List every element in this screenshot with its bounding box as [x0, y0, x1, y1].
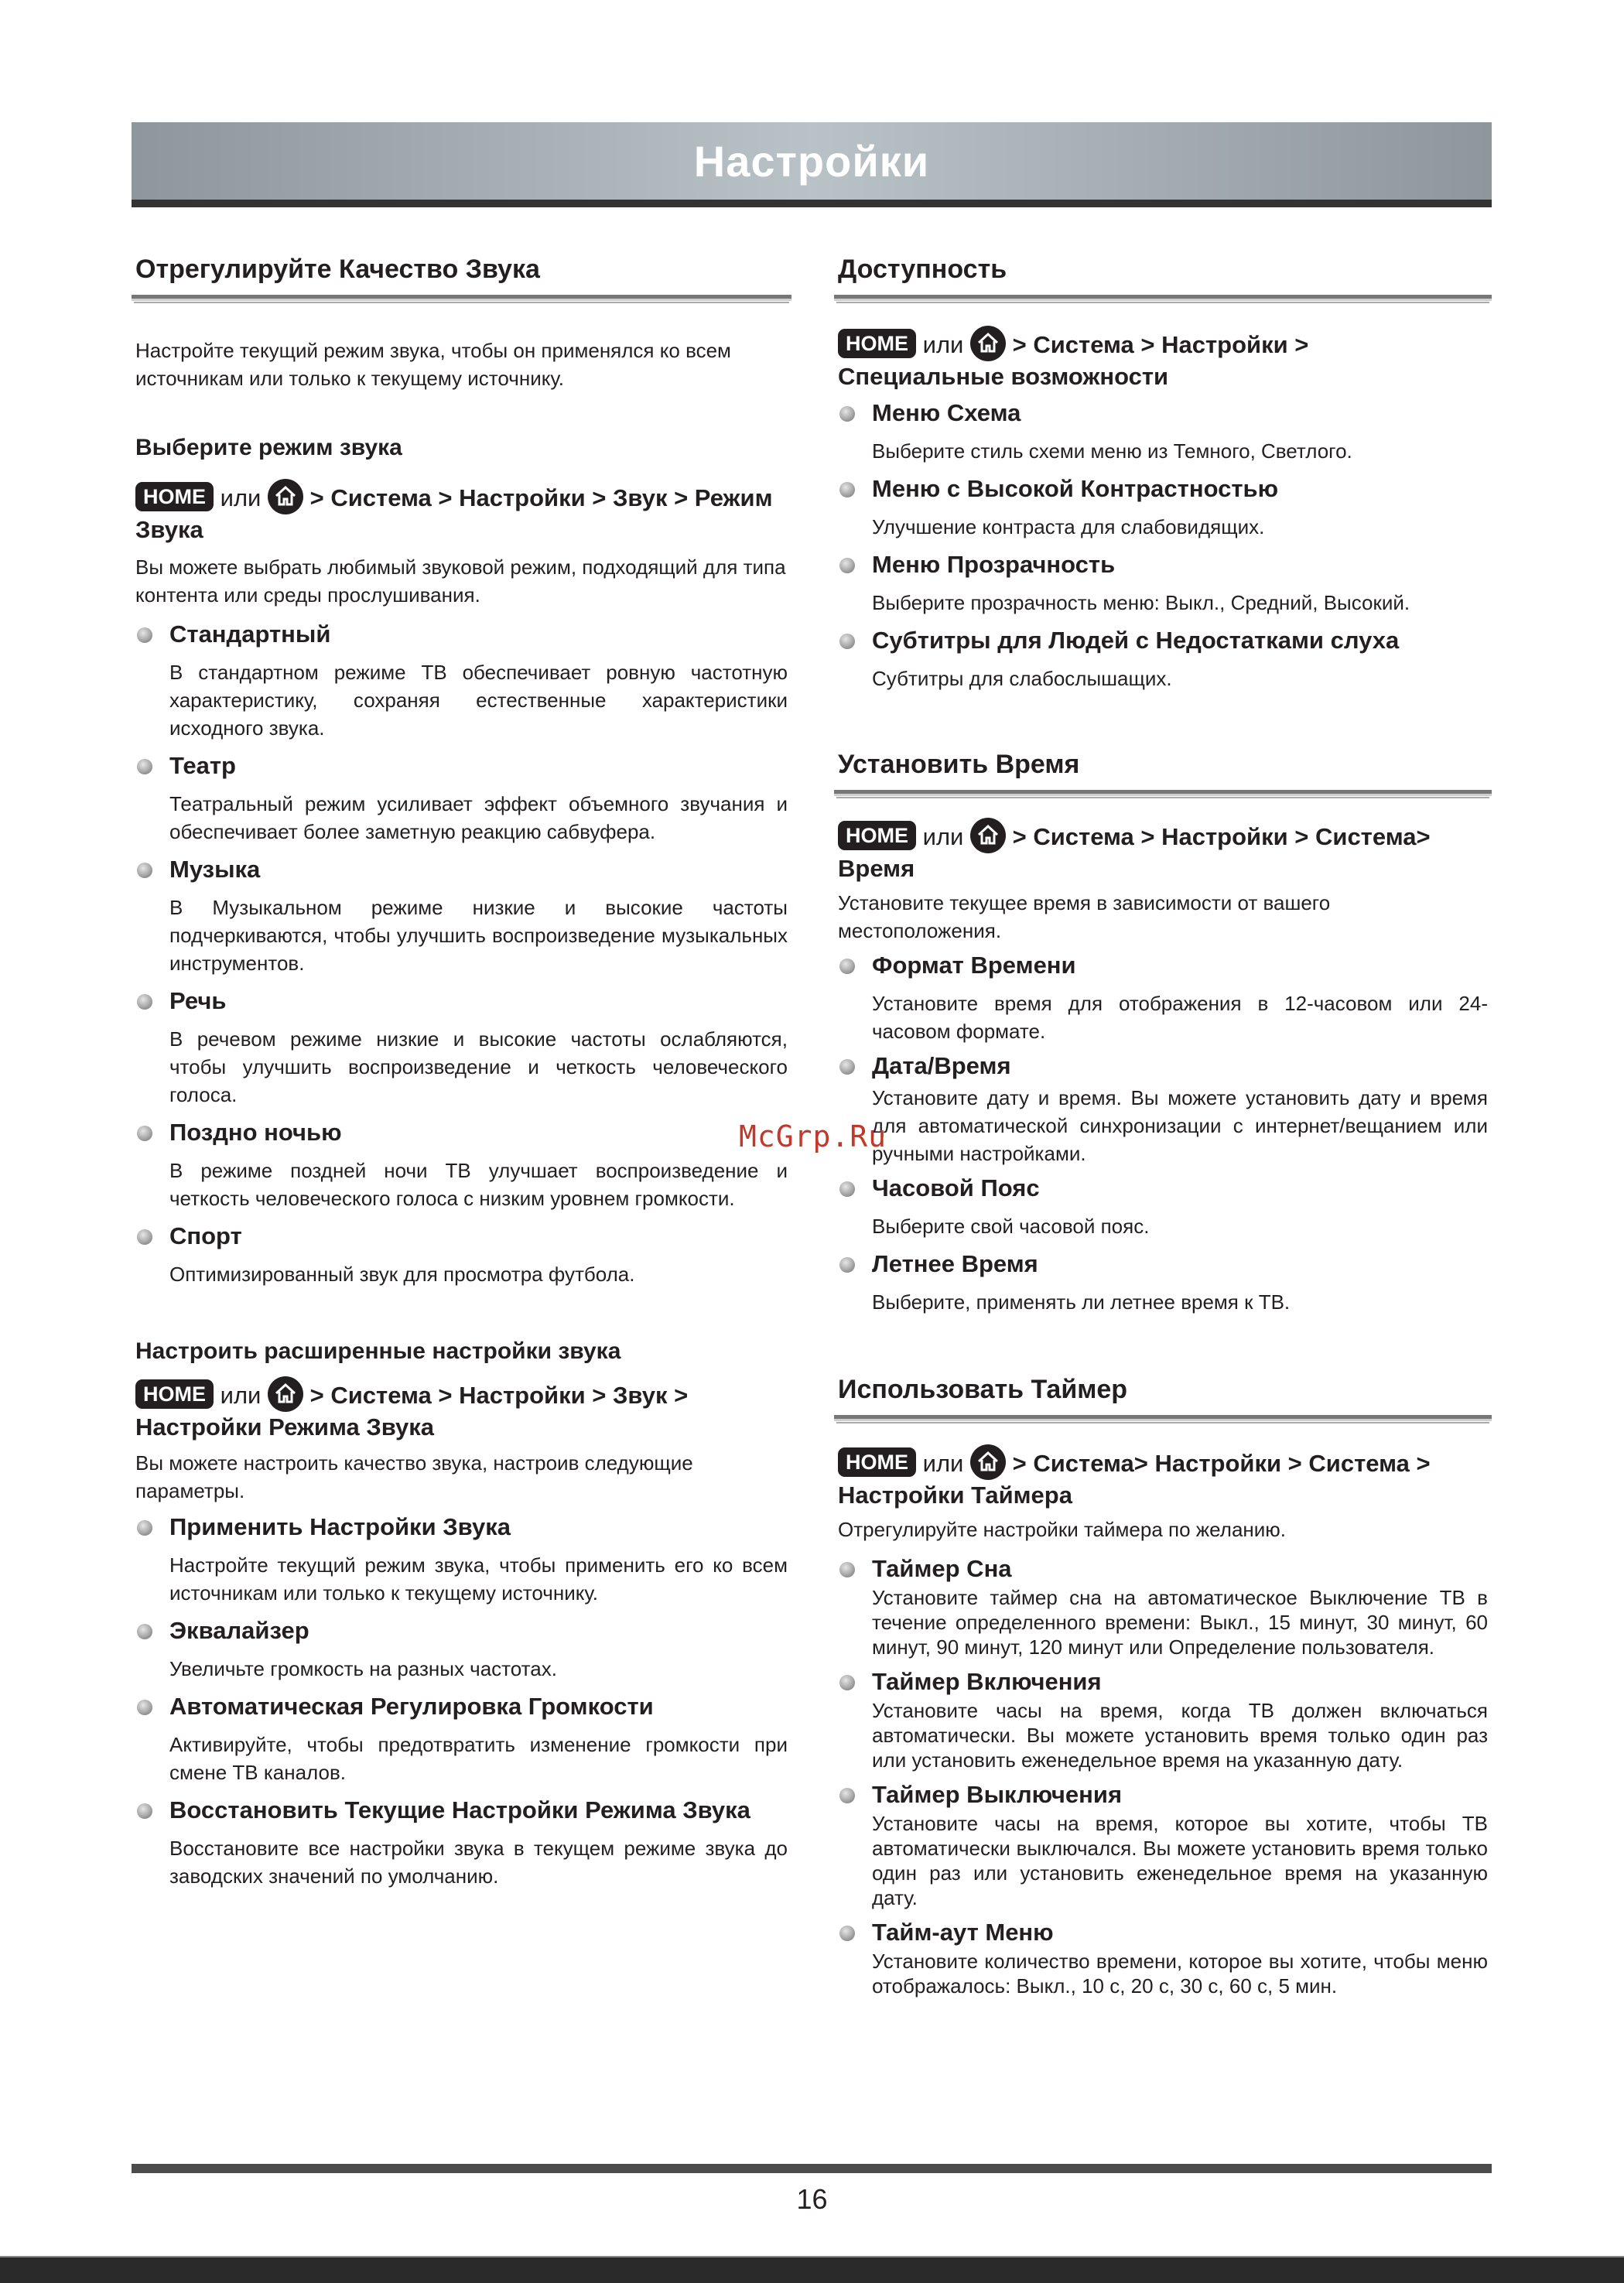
home-button-icon: HOME — [838, 1447, 916, 1477]
bullet-icon — [839, 1675, 855, 1690]
section-title-sound-quality: Отрегулируйте Качество Звука — [135, 255, 540, 284]
item-title: Таймер Включения — [872, 1668, 1102, 1695]
item-body: Восстановите все настройки звука в текущем режиме звука до заводских значений по умолчанию. — [169, 1837, 788, 1888]
nav-path-text: > Система> Настройки > Система > — [1012, 1450, 1431, 1477]
item-body: Установите время для отображения в 12-часовом или 24-часовом формате. — [872, 992, 1488, 1043]
or-text: или — [922, 1450, 964, 1477]
list-item — [838, 473, 1488, 541]
item-title: Автоматическая Регулировка Громкости — [169, 1693, 654, 1720]
list-item — [135, 1794, 788, 1890]
bullet-icon — [137, 1700, 152, 1715]
bullet-icon — [839, 482, 855, 497]
item-title: Поздно ночью — [169, 1119, 342, 1146]
left-column — [135, 244, 788, 1890]
list-item — [135, 853, 788, 977]
bullet-icon — [137, 1126, 152, 1141]
or-text: или — [220, 484, 262, 511]
watermark: McGrp.Ru — [739, 1119, 887, 1153]
item-title: Театр — [169, 752, 236, 779]
bullet-icon — [137, 1229, 152, 1245]
list-item — [838, 949, 1488, 1045]
item-title: Восстановить Текущие Настройки Режима Звука — [169, 1796, 750, 1823]
item-title: Формат Времени — [872, 952, 1076, 979]
or-text: или — [922, 823, 964, 850]
item-title: Спорт — [169, 1222, 242, 1249]
list-item — [135, 1116, 788, 1212]
bullet-icon — [839, 1257, 855, 1273]
list-item — [135, 985, 788, 1109]
sub-desc: Вы можете выбрать любимый звуковой режим, подходящий для типа контента или среды прослушивания. — [135, 555, 786, 607]
list-item — [135, 618, 788, 742]
bullet-icon — [137, 1520, 152, 1536]
section-divider — [132, 295, 791, 301]
home-icon — [970, 1444, 1006, 1480]
section-divider — [834, 295, 1492, 301]
bullet-icon — [137, 1803, 152, 1819]
item-body: Выберите прозрачность меню: Выкл., Средний, Высокий. — [872, 591, 1410, 614]
footer-divider — [132, 2164, 1492, 2173]
bullet-icon — [137, 863, 152, 878]
list-item — [135, 750, 788, 846]
item-body: В стандартном режиме ТВ обеспечивает ровную частотную характеристику, сохраняя естественные характеристики исходного звука. — [169, 661, 788, 740]
item-title: Таймер Выключения — [872, 1781, 1123, 1808]
list-item — [838, 397, 1488, 465]
bullet-icon — [839, 1562, 855, 1577]
list-item — [838, 1050, 1488, 1167]
item-body: Театральный режим усиливает эффект объемного звучания и обеспечивает более заметную реакцию сабвуфера. — [169, 792, 788, 843]
home-icon — [268, 479, 303, 514]
bullet-icon — [137, 994, 152, 1010]
bullet-icon — [839, 558, 855, 573]
home-button-icon: HOME — [838, 821, 916, 850]
nav-path-timer — [838, 1444, 1488, 1511]
item-body: Установите часы на время, которое вы хотите, чтобы ТВ автоматически выключался. Вы можете установить время только один раз или установить еженедельное время на указанную дату. — [872, 1812, 1488, 1909]
list-item — [135, 1690, 788, 1786]
home-icon — [970, 818, 1006, 853]
bullet-icon — [137, 759, 152, 774]
nav-path-text-cont: Звука — [135, 516, 203, 543]
section-divider — [834, 1415, 1492, 1421]
bullet-icon — [839, 406, 855, 422]
bullet-icon — [839, 959, 855, 974]
item-body: Выберите, применять ли летнее время к ТВ. — [872, 1290, 1291, 1314]
sub-desc: Установите текущее время в зависимости от вашего местоположения. — [838, 891, 1331, 942]
item-title: Часовой Пояс — [872, 1174, 1040, 1201]
item-title: Эквалайзер — [169, 1617, 309, 1644]
bullet-icon — [137, 627, 152, 643]
page-banner — [132, 122, 1492, 207]
bottom-edge-bar — [0, 2256, 1624, 2283]
nav-path-text: > Система > Настройки > Звук > Режим — [309, 484, 773, 511]
sub-desc: Отрегулируйте настройки таймера по желанию. — [838, 1518, 1287, 1541]
bullet-icon — [839, 1059, 855, 1075]
nav-path-text-cont: Настройки Таймера — [838, 1482, 1072, 1509]
section-title-accessibility: Доступность — [838, 255, 1007, 284]
list-item — [135, 1615, 788, 1683]
nav-path-text-cont: Специальные возможности — [838, 363, 1169, 390]
home-button-icon: HOME — [135, 1379, 214, 1409]
item-title: Применить Настройки Звука — [169, 1513, 511, 1540]
nav-path-time — [838, 818, 1488, 884]
list-item — [838, 1248, 1488, 1316]
item-body: Активируйте, чтобы предотвратить изменение громкости при смене ТВ каналов. — [169, 1733, 788, 1784]
nav-path-text: > Система > Настройки > Звук > — [309, 1382, 689, 1409]
item-title: Меню Прозрачность — [872, 551, 1116, 578]
list-item — [838, 1666, 1488, 1772]
list-item — [838, 549, 1488, 617]
right-column — [838, 244, 1488, 1998]
item-title: Тайм-аут Меню — [872, 1919, 1054, 1946]
bullet-icon — [839, 634, 855, 649]
item-title: Таймер Сна — [872, 1555, 1012, 1582]
or-text: или — [922, 331, 964, 358]
item-body: Субтитры для слабослышащих. — [872, 667, 1172, 690]
bullet-icon — [839, 1788, 855, 1803]
section-intro: Настройте текущий режим звука, чтобы он применялся ко всем источникам или только к текущему источнику. — [135, 339, 731, 390]
page-number: 16 — [796, 2183, 828, 2215]
item-title: Субтитры для Людей с Недостатками слуха — [872, 627, 1400, 654]
bullet-icon — [839, 1926, 855, 1941]
item-title: Речь — [169, 987, 227, 1014]
item-title: Меню Схема — [872, 399, 1021, 426]
item-body: Выберите свой часовой пояс. — [872, 1215, 1150, 1238]
section-divider — [834, 790, 1492, 796]
bullet-icon — [137, 1624, 152, 1639]
list-item — [838, 624, 1488, 692]
item-body: Настройте текущий режим звука, чтобы применить его ко всем источникам или только к текущему источнику. — [169, 1553, 788, 1605]
sub-desc: Вы можете настроить качество звука, настроив следующие параметры. — [135, 1451, 693, 1502]
section-title-timer: Использовать Таймер — [838, 1375, 1128, 1404]
item-body: Выберите стиль схеми меню из Темного, Светлого. — [872, 439, 1352, 463]
item-title: Дата/Время — [872, 1052, 1011, 1079]
item-body: В речевом режиме низкие и высокие частоты ослабляются, чтобы улучшить воспроизведение и четкость человеческого голоса. — [169, 1027, 788, 1106]
list-item — [838, 1553, 1488, 1659]
nav-path-text-cont: Время — [838, 855, 915, 882]
item-title: Летнее Время — [872, 1250, 1038, 1277]
sub-title-advanced: Настроить расширенные настройки звука — [135, 1338, 621, 1364]
item-body: Оптимизированный звук для просмотра футбола. — [169, 1263, 635, 1286]
list-item — [838, 1172, 1488, 1240]
sub-title-sound-mode: Выберите режим звука — [135, 435, 402, 460]
item-title: Стандартный — [169, 620, 331, 648]
item-body: В режиме поздней ночи ТВ улучшает воспроизведение и четкость человеческого голоса с низким уровнем громкости. — [169, 1159, 788, 1210]
item-body: Установите количество времени, которое вы хотите, чтобы меню отображалось: Выкл., 10 с, 20 с, 30 с, 60 с, 5 мин. — [872, 1950, 1488, 1998]
nav-path-advanced — [135, 1376, 788, 1443]
list-item — [838, 1916, 1488, 1998]
list-item — [135, 1220, 788, 1288]
item-body: В Музыкальном режиме низкие и высокие частоты подчеркиваются, чтобы улучшить воспроизведение музыкальных инструментов. — [169, 896, 788, 975]
home-icon — [268, 1376, 303, 1412]
section-title-time: Установить Время — [838, 750, 1080, 779]
nav-path-sound-mode — [135, 479, 788, 545]
home-button-icon: HOME — [135, 482, 214, 511]
nav-path-text: > Система > Настройки > Система> — [1012, 823, 1431, 850]
nav-path-accessibility — [838, 326, 1488, 392]
list-item — [135, 1511, 788, 1607]
home-icon — [970, 326, 1006, 361]
home-button-icon: HOME — [838, 329, 916, 358]
item-body: Установите дату и время. Вы можете установить дату и время для автоматической синхронизации с интернет/вещанием или ручными настройками. — [872, 1086, 1488, 1165]
item-body: Установите таймер сна на автоматическое Выключение ТВ в течение определенного времени: Выкл., 15 минут, 30 минут, 60 минут, 90 минут, 120 минут или Определение пользователя. — [872, 1586, 1488, 1659]
or-text: или — [220, 1382, 262, 1409]
bullet-icon — [839, 1181, 855, 1197]
nav-path-text-cont: Настройки Режима Звука — [135, 1413, 435, 1441]
item-body: Установите часы на время, когда ТВ должен включаться автоматически. Вы можете установить время только один раз или установить еженедельное время на указанную дату. — [872, 1699, 1488, 1772]
item-body: Улучшение контраста для слабовидящих. — [872, 515, 1265, 538]
item-title: Меню с Высокой Контрастностью — [872, 475, 1279, 502]
item-title: Музыка — [169, 856, 261, 883]
nav-path-text: > Система > Настройки > — [1012, 331, 1309, 358]
list-item — [838, 1779, 1488, 1910]
item-body: Увеличьте громкость на разных частотах. — [169, 1657, 557, 1680]
page-title: Настройки — [693, 136, 930, 186]
